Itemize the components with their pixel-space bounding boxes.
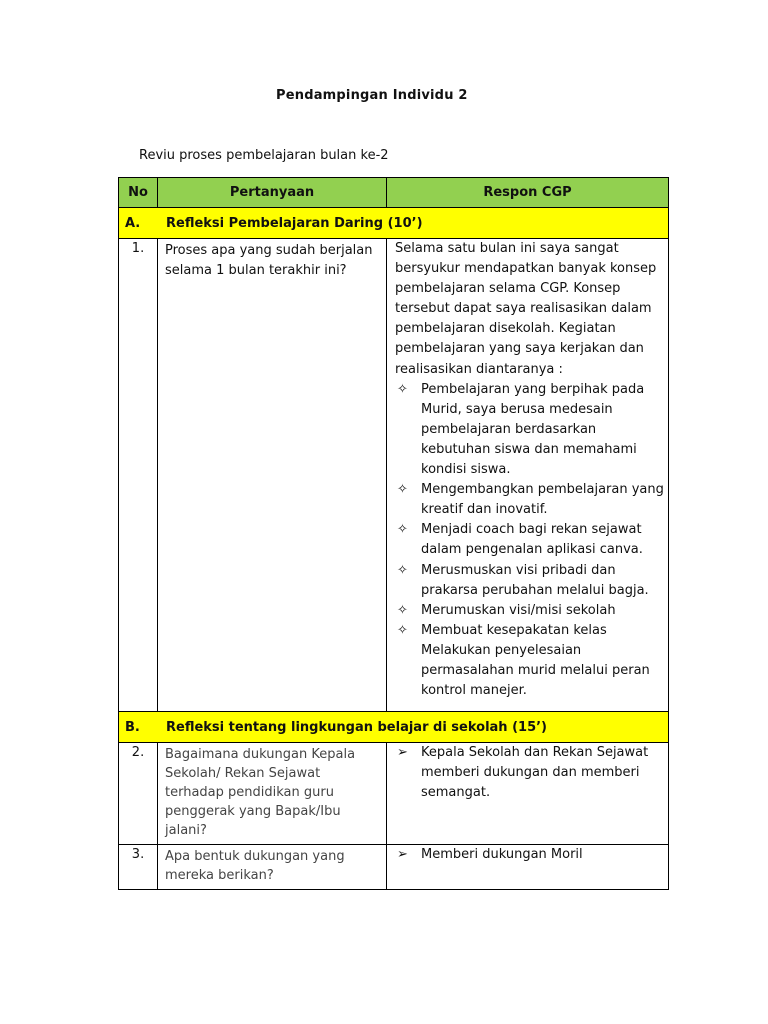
diamond-star-icon: ✧ <box>397 482 408 498</box>
section-title: Refleksi tentang lingkungan belajar di sekolah (15’) <box>166 719 547 735</box>
section-letter: B. <box>125 719 140 735</box>
section-header-b <box>119 712 669 743</box>
row-response <box>387 239 669 712</box>
table-row <box>119 239 669 712</box>
row-number: 1. <box>119 239 158 712</box>
table-row <box>119 743 669 845</box>
diamond-star-icon: ✧ <box>397 562 408 578</box>
section-title: Refleksi Pembelajaran Daring (10’) <box>166 215 423 231</box>
header-question: Pertanyaan <box>158 178 387 208</box>
row-number: 2. <box>119 743 158 845</box>
diamond-star-icon: ✧ <box>397 381 408 397</box>
row-question: Bagaimana dukungan Kepala Sekolah/ Rekan Sejawat terhadap pendidikan guru penggerak yang Bapak/Ibu jalani? <box>158 743 387 845</box>
list-item: ✧ Menjadi coach bagi rekan sejawat dalam pengenalan aplikasi canva. <box>397 522 643 558</box>
response-bullet-list <box>395 845 664 865</box>
row-question: Proses apa yang sudah berjalan selama 1 bulan terakhir ini? <box>158 239 387 712</box>
table-row <box>119 845 669 890</box>
document-title: Pendampingan Individu 2 <box>276 88 468 103</box>
header-no: No <box>119 178 158 208</box>
row-response <box>387 743 669 845</box>
list-item: ➢ Memberi dukungan Moril <box>395 845 664 865</box>
table-header-row <box>119 178 669 208</box>
row-question: Apa bentuk dukungan yang mereka berikan? <box>158 845 387 890</box>
review-table <box>118 177 669 890</box>
list-item: ✧ Merusmuskan visi pribadi dan prakarsa perubahan melalui bagja. <box>397 562 649 598</box>
response-bullet-list <box>395 380 664 702</box>
response-intro: Selama satu bulan ini saya sangat bersyukur mendapatkan banyak konsep pembelajaran selama CGP. Konsep tersebut dapat saya realisasikan dalam pembelajaran disekolah. Kegiatan pembelajaran yang saya kerjakan dan realisasikan diantaranya : <box>395 241 657 377</box>
row-response <box>387 845 669 890</box>
list-item: ✧ Merumuskan visi/misi sekolah <box>395 601 664 621</box>
list-item: ✧ Mengembangkan pembelajaran yang kreatif dan inovatif. <box>397 482 664 518</box>
header-response: Respon CGP <box>387 178 669 208</box>
section-header-a <box>119 208 669 239</box>
diamond-star-icon: ✧ <box>397 522 408 538</box>
list-item: ➢ Kepala Sekolah dan Rekan Sejawat memberi dukungan dan memberi semangat. <box>397 745 649 801</box>
row-number: 3. <box>119 845 158 890</box>
section-letter: A. <box>125 215 141 231</box>
document-subtitle: Reviu proses pembelajaran bulan ke-2 <box>139 148 389 163</box>
diamond-star-icon: ✧ <box>397 602 408 618</box>
arrowhead-icon: ➢ <box>397 847 408 862</box>
list-item: ✧ Pembelajaran yang berpihak pada Murid, saya berusa medesain pembelajaran berdasarkan kebutuhan siswa dan memahami kondisi siswa. <box>397 381 645 478</box>
diamond-star-icon: ✧ <box>397 622 408 638</box>
arrowhead-icon: ➢ <box>397 745 408 760</box>
list-item: ✧ Membuat kesepakatan kelas Melakukan penyelesaian permasalahan murid melalui peran kontrol manejer. <box>397 622 650 699</box>
response-bullet-list <box>395 743 664 803</box>
